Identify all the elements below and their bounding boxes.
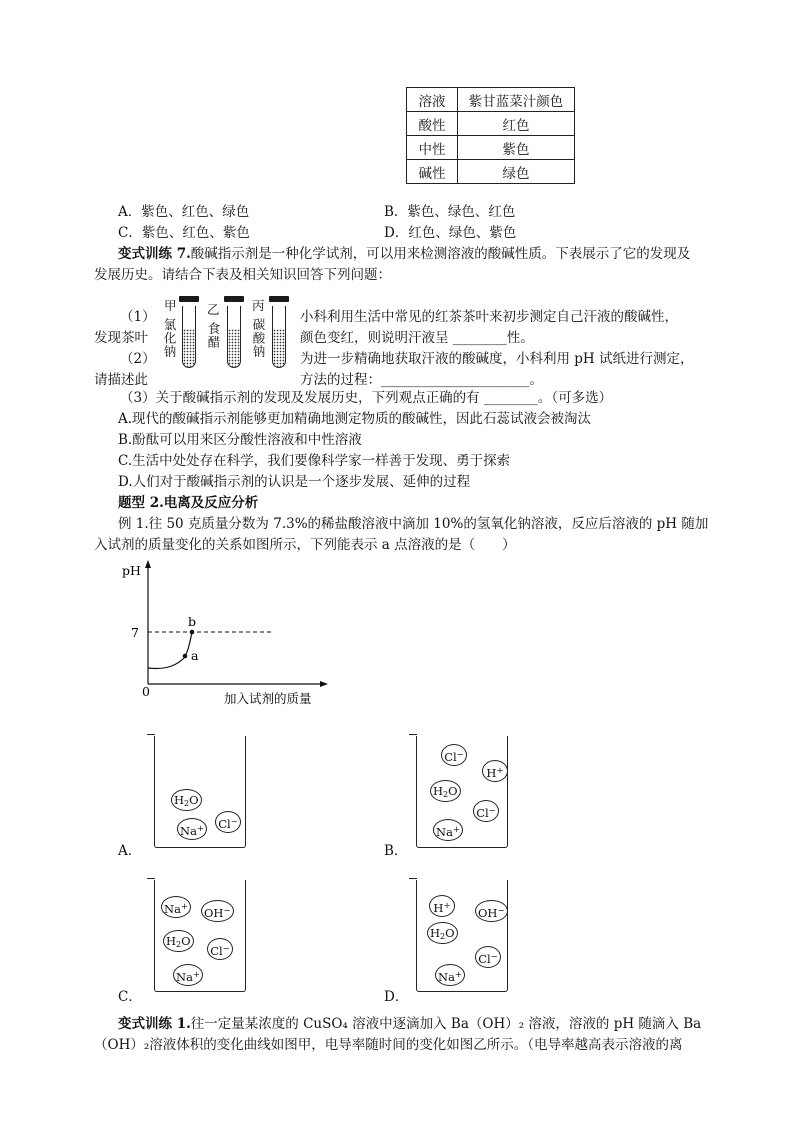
ion-oh: OH− xyxy=(201,900,234,922)
example1-line2: 入试剂的质量变化的关系如图所示，下列能表示 a 点溶液的是（ ） xyxy=(94,537,516,553)
q7-part1-left: 发现茶叶 xyxy=(94,330,148,346)
y-tick-7: 7 xyxy=(131,625,139,640)
q7-part3: （3）关于酸碱指示剂的发现及发展历史，下列观点正确的有 ________。（可多选） xyxy=(120,390,613,406)
table-row xyxy=(407,112,575,136)
test-tube-1 xyxy=(182,306,196,368)
table-cell: 酸性 xyxy=(407,112,458,136)
q7-intro-line1 xyxy=(118,244,690,264)
ion-cl: Cl− xyxy=(441,744,467,766)
table-row xyxy=(407,136,575,160)
q7-option-b: B.酚酞可以用来区分酸性溶液和中性溶液 xyxy=(118,432,362,448)
q7-label: 变式训练 7. xyxy=(118,246,191,262)
ion-cl: Cl− xyxy=(207,938,233,960)
tube-label-yi: 乙 xyxy=(207,302,220,317)
beaker xyxy=(154,880,246,992)
point-b-dot xyxy=(190,630,195,635)
option-d: D．红色、绿色、紫色 xyxy=(384,225,517,241)
ion-na: Na+ xyxy=(435,964,465,986)
ion-na: Na+ xyxy=(433,819,463,841)
table-header-cell: 溶液 xyxy=(407,88,458,112)
ion-oh: OH− xyxy=(475,900,508,922)
ion-h2o: $H_2O$ xyxy=(427,922,458,944)
q7-option-c: C.生活中处处存在科学，我们要像科学家一样善于发现、勇于探索 xyxy=(118,453,511,469)
beaker-label-d: D． xyxy=(384,989,409,1005)
section-title: 题型 2.电离及反应分析 xyxy=(118,495,259,511)
training1-line2: （OH）₂溶液体积的变化曲线如图甲，电导率随时间的变化如图乙所示。（电导率越高表示溶液的离 xyxy=(94,1037,683,1053)
beaker-lip xyxy=(147,878,155,884)
table-cell: 碱性 xyxy=(407,160,458,184)
test-tube-3 xyxy=(272,306,286,368)
ion-na: Na+ xyxy=(161,896,191,918)
table-cell: 紫色 xyxy=(458,136,575,160)
beaker xyxy=(416,736,508,848)
table-cell: 绿色 xyxy=(458,160,575,184)
ph-graph xyxy=(112,558,352,718)
q7-part1-text2: 颜色变红，则说明汗液呈 ________性。 xyxy=(300,330,534,346)
ph-curve xyxy=(148,632,192,669)
beaker-lip xyxy=(409,734,417,740)
beaker-label-b: B． xyxy=(384,843,408,859)
tube-cap xyxy=(224,296,244,302)
training1-line1 xyxy=(118,1014,701,1034)
q7-option-a: A.现代的酸碱指示剂能够更加精确地测定物质的酸碱性，因此石蕊试液会被淘汰 xyxy=(118,411,592,427)
beaker xyxy=(416,880,508,992)
q7-part1-num: （1） xyxy=(120,309,156,325)
x-axis-label: 加入试剂的质量 xyxy=(224,691,312,706)
table-header-cell: 紫甘蓝菜汁颜色 xyxy=(458,88,575,112)
ion-h2o: $H_2O$ xyxy=(171,789,202,811)
q7-part2-text2: 方法的过程：______________________。 xyxy=(300,372,543,388)
indicator-color-table xyxy=(406,87,575,184)
training1-text: 往一定量某浓度的 CuSO₄ 溶液中逐滴加入 Ba（OH）₂ 溶液，溶液的 pH 随滴入 Ba xyxy=(190,1016,702,1032)
training1-label: 变式训练 1. xyxy=(118,1016,191,1032)
example1-line1: 例 1.往 50 克质量分数为 7.3%的稀盐酸溶液中滴加 10%的氢氧化钠溶液，反应后溶液的 pH 随加 xyxy=(118,516,709,532)
table-cell: 红色 xyxy=(458,112,575,136)
ion-cl: Cl− xyxy=(475,946,501,968)
q7-option-d: D.人们对于酸碱指示剂的认识是一个逐步发展、延伸的过程 xyxy=(118,474,471,490)
beaker-lip xyxy=(147,734,155,740)
option-c: C．紫色、红色、紫色 xyxy=(118,225,250,241)
point-b-label: b xyxy=(188,614,197,629)
table-cell: 中性 xyxy=(407,136,458,160)
tube-cap xyxy=(179,296,199,302)
ion-h: H+ xyxy=(429,895,455,917)
q7-part2-left: 请描述此 xyxy=(94,372,148,388)
beaker-label-a: A． xyxy=(118,843,142,859)
x-axis-arrow xyxy=(320,681,328,687)
ion-cl: Cl− xyxy=(215,811,241,833)
tube-label-bing: 丙 xyxy=(252,298,265,313)
tube-text-vinegar: 食醋 xyxy=(206,322,221,349)
ion-na: Na+ xyxy=(177,818,207,840)
point-a-label: a xyxy=(191,648,199,663)
ion-h: H+ xyxy=(482,760,508,782)
q7-intro-line2: 发展历史。请结合下表及相关知识回答下列问题： xyxy=(94,267,391,283)
origin-label: 0 xyxy=(142,684,150,699)
q7-part2-num: （2） xyxy=(120,351,156,367)
table-row xyxy=(407,160,575,184)
q7-part1-text: 小科利用生活中常见的红茶茶叶来初步测定自己汗液的酸碱性， xyxy=(300,309,678,325)
y-axis-arrow xyxy=(145,560,151,568)
q7-part2-text: 为进一步精确地获取汗液的酸碱度，小科利用 pH 试纸进行测定， xyxy=(300,351,694,367)
ion-h2o: $H_2O$ xyxy=(430,780,461,802)
tube-text-na2co3: 碳酸钠 xyxy=(251,318,266,359)
option-b: B．紫色、绿色、红色 xyxy=(384,204,516,220)
ion-na: Na+ xyxy=(173,964,203,986)
option-a: A．紫色、红色、绿色 xyxy=(118,204,250,220)
y-axis-label: pH xyxy=(122,563,141,578)
tube-cap xyxy=(269,296,289,302)
point-a-dot xyxy=(183,654,188,659)
q7-intro-text: 酸碱指示剂是一种化学试剂，可以用来检测溶液的酸碱性质。下表展示了它的发现及 xyxy=(190,246,691,262)
beaker xyxy=(154,736,246,848)
table-header-row xyxy=(407,88,575,112)
test-tube-2 xyxy=(227,306,241,368)
beaker-label-c: C． xyxy=(118,989,142,1005)
ion-cl: Cl− xyxy=(473,800,499,822)
tube-label-jia: 甲 xyxy=(164,298,177,313)
ion-h2o: $H_2O$ xyxy=(163,930,194,952)
tube-text-nacl: 氯化钠 xyxy=(162,318,177,359)
beaker-lip xyxy=(409,878,417,884)
